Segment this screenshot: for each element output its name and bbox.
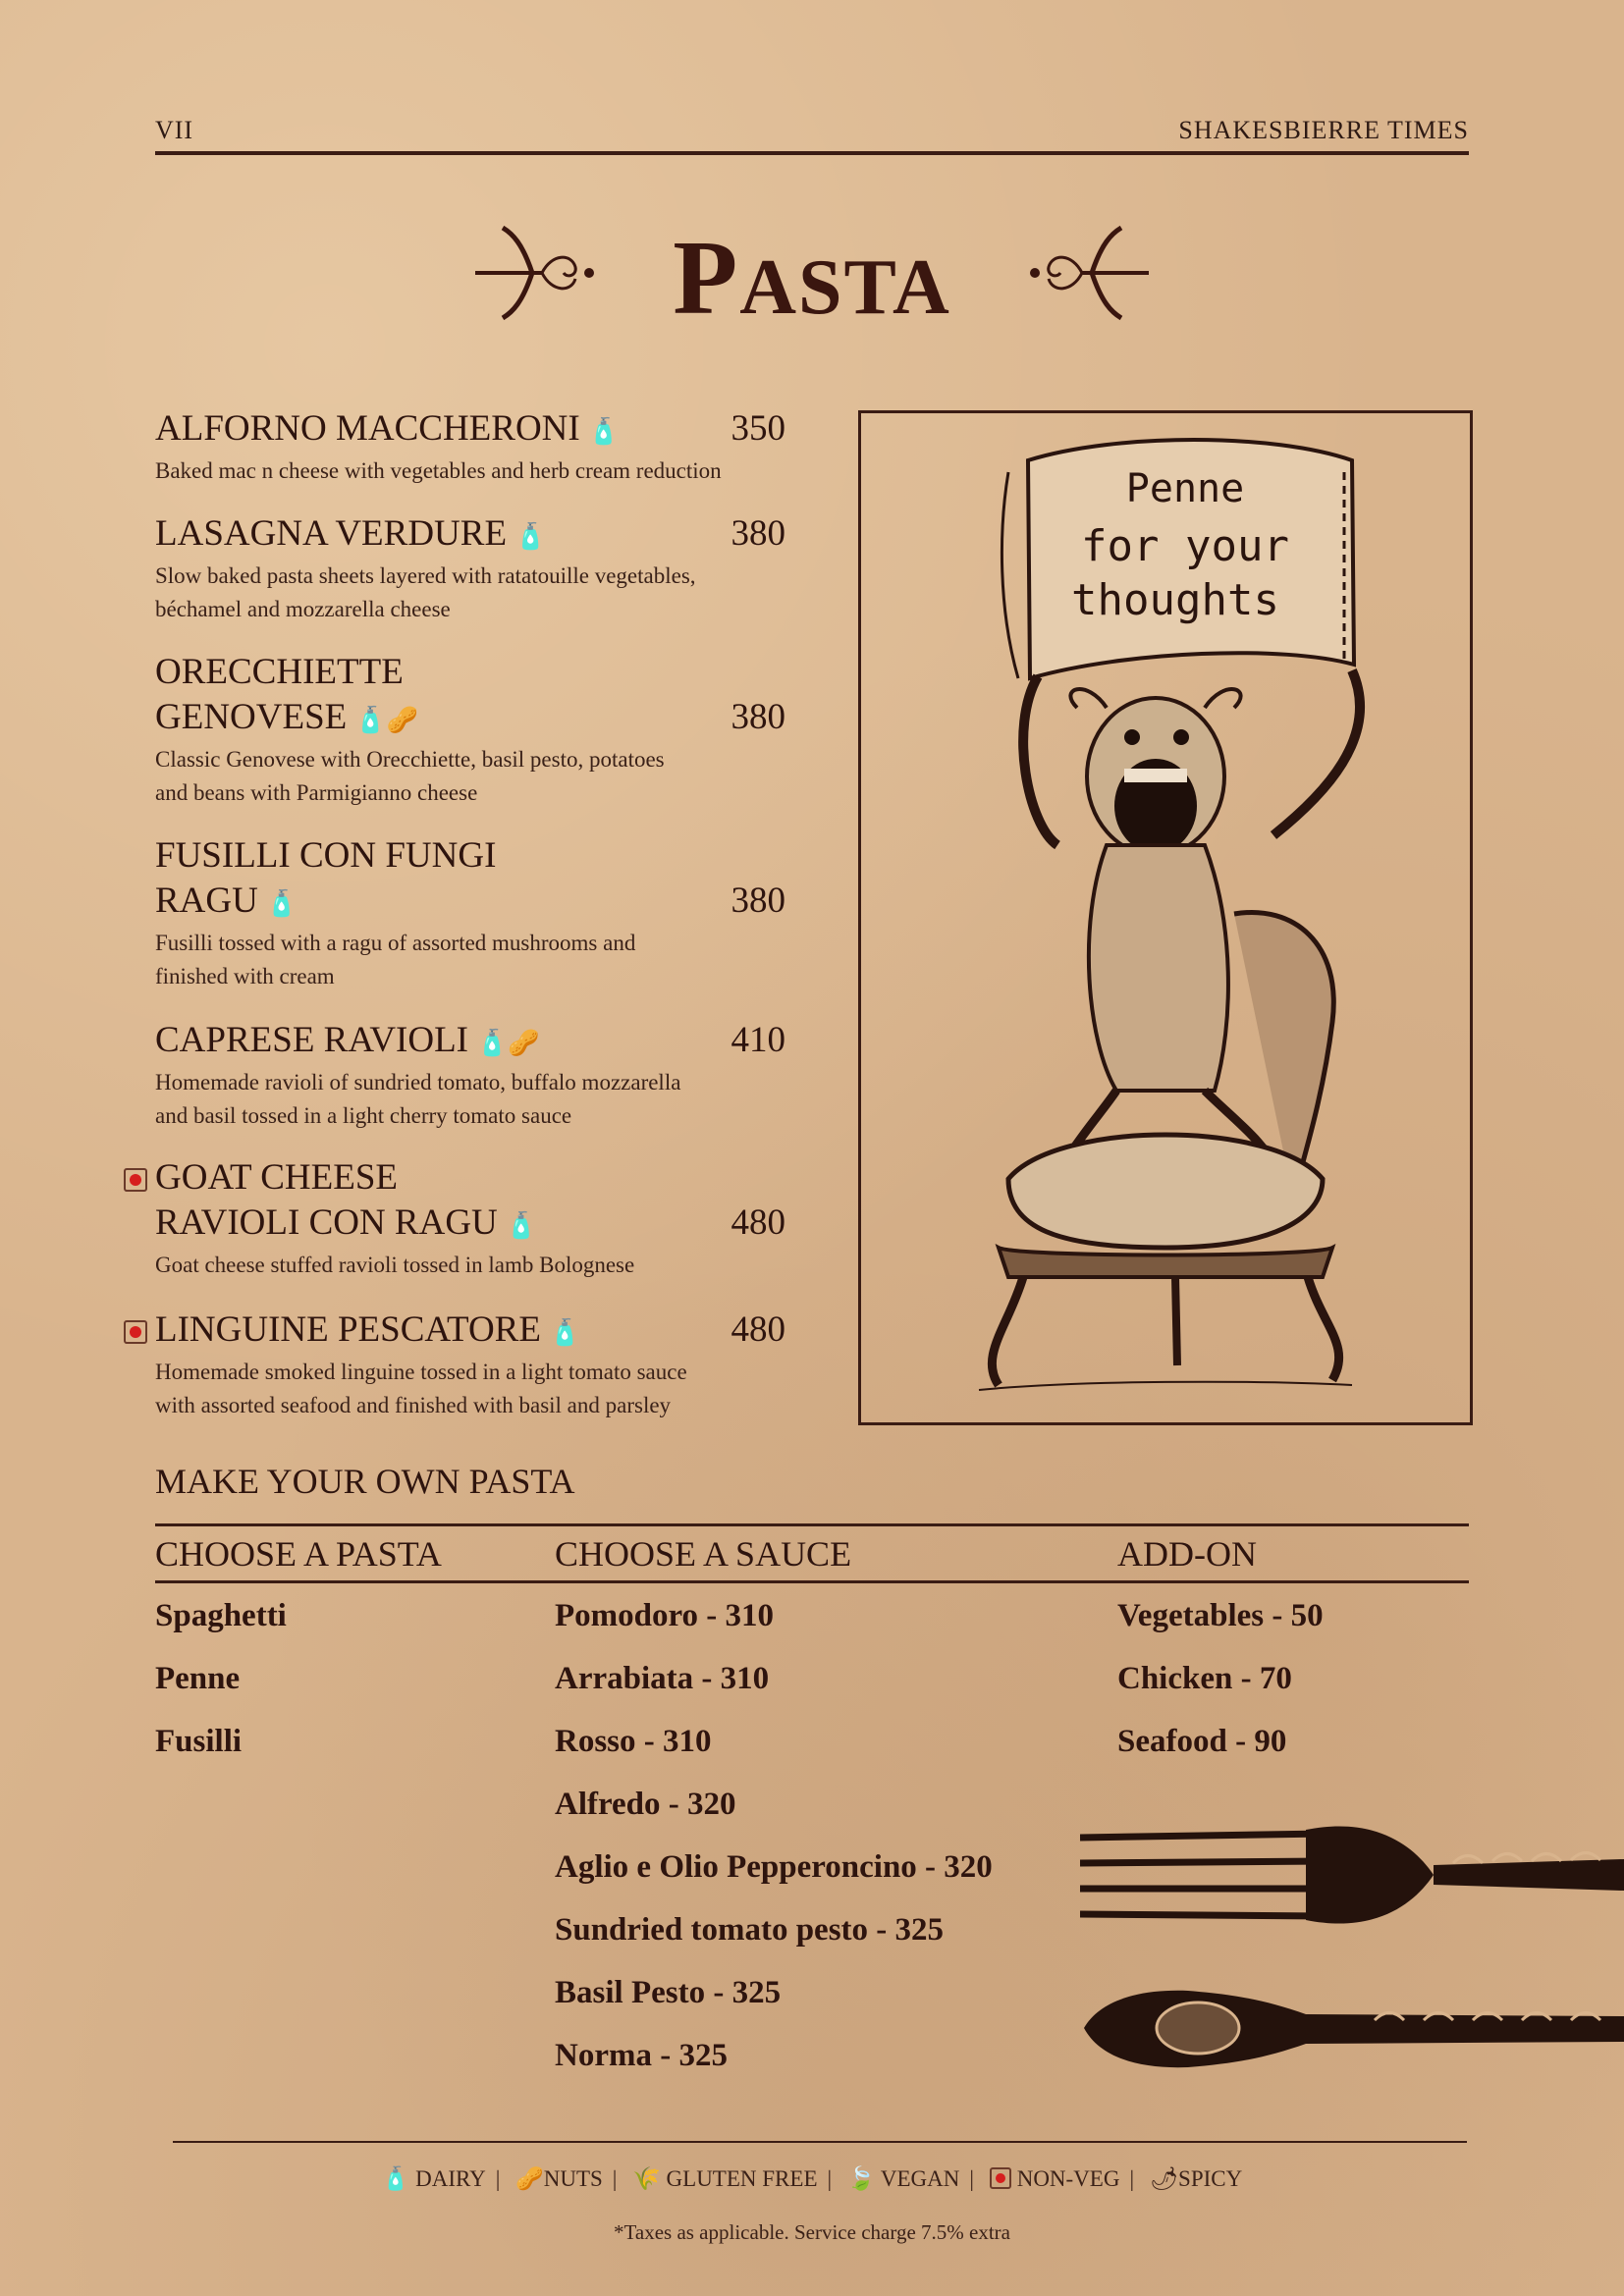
dish-description-line: Homemade smoked linguine tossed in a light tomato sauce [155, 1360, 687, 1384]
section-divider [155, 1523, 1469, 1526]
dish-price: 480 [731, 1309, 785, 1350]
dish-description-line: finished with cream [155, 964, 335, 988]
addon-option: Seafood - 90 [1117, 1724, 1287, 1759]
pasta-option: Spaghetti [155, 1598, 287, 1633]
menu-item [155, 406, 785, 488]
sauce-option: Norma - 325 [555, 2038, 728, 2073]
header-divider [155, 151, 1469, 155]
publication-name: SHAKESBIERRE TIMES [1178, 116, 1469, 144]
dairy-icon: 🧴 [587, 417, 621, 446]
illustration-frame [858, 410, 1473, 1425]
legend-non-veg: NON-VEG [1016, 2166, 1120, 2191]
dish-price: 380 [731, 697, 785, 737]
dish-description-line: and basil tossed in a light cherry tomato sauce [155, 1103, 572, 1128]
non-veg-icon [124, 1320, 147, 1344]
sauce-option: Rosso - 310 [555, 1724, 712, 1759]
sign-text-line: thoughts [1071, 575, 1279, 625]
sauce-option: Basil Pesto - 325 [555, 1975, 782, 2010]
gluten-free-icon: 🌾 [632, 2166, 661, 2191]
dairy-nuts-icons: 🧴🥜 [476, 1029, 540, 1057]
section-divider [155, 1580, 1469, 1583]
dish-name: FUSILLI CON FUNGI [155, 835, 497, 876]
column-header-sauce: CHOOSE A SAUCE [555, 1534, 852, 1574]
dairy-nuts-icons: 🧴🥜 [354, 706, 419, 734]
dish-name: CAPRESE RAVIOLI [155, 1020, 468, 1060]
dish-description-line: Classic Genovese with Orecchiette, basil pesto, potatoes [155, 747, 665, 772]
dish-price: 480 [731, 1202, 785, 1243]
legend-spicy: SPICY [1178, 2166, 1243, 2191]
legend-gluten-free: GLUTEN FREE [666, 2166, 818, 2191]
dish-name: GOAT CHEESE [155, 1157, 399, 1198]
chef-illustration [861, 413, 1470, 1422]
non-veg-icon [990, 2167, 1011, 2189]
menu-item [155, 511, 785, 626]
dish-description-line: Homemade ravioli of sundried tomato, buffalo mozzarella [155, 1070, 681, 1095]
dish-description-line: béchamel and mozzarella cheese [155, 597, 451, 621]
dairy-icon: 🧴 [514, 522, 547, 551]
nuts-icon: 🥜 [515, 2166, 544, 2191]
dish-description-line: and beans with Parmigianno cheese [155, 780, 478, 805]
vegan-icon: 🍃 [846, 2166, 876, 2191]
pasta-option: Penne [155, 1661, 241, 1696]
dish-description-line: Fusilli tossed with a ragu of assorted mushrooms and [155, 931, 636, 955]
non-veg-icon [124, 1168, 147, 1192]
page-number: VII [155, 116, 194, 144]
sign-text-line: Penne [1125, 466, 1245, 511]
dish-price: 350 [731, 408, 785, 449]
spicy-icon: 🌶 [1149, 2166, 1179, 2191]
dish-name: RAGU [155, 881, 258, 921]
dish-description: Goat cheese stuffed ravioli tossed in lamb Bolognese [155, 1253, 635, 1277]
dish-description: Baked mac n cheese with vegetables and herb cream reduction [155, 458, 722, 483]
sauce-option: Aglio e Olio Pepperoncino - 320 [555, 1849, 993, 1885]
column-header-addon: ADD-ON [1117, 1534, 1257, 1574]
sauce-option: Arrabiata - 310 [555, 1661, 770, 1696]
sauce-option: Sundried tomato pesto - 325 [555, 1912, 945, 1948]
legend-vegan: VEGAN [880, 2166, 960, 2191]
dish-description-line: with assorted seafood and finished with basil and parsley [155, 1393, 672, 1417]
dairy-icon: 🧴 [505, 1211, 538, 1240]
menu-item [155, 1308, 785, 1422]
dish-name: GENOVESE [155, 697, 348, 737]
dish-price: 410 [731, 1020, 785, 1060]
dairy-icon: 🧴 [548, 1318, 581, 1347]
fork-icon [1080, 1816, 1624, 1934]
footnote: *Taxes as applicable. Service charge 7.5% extra [614, 2220, 1010, 2244]
menu-item [155, 833, 785, 993]
dish-price: 380 [731, 881, 785, 921]
pasta-option: Fusilli [155, 1724, 243, 1759]
footer-divider [173, 2141, 1467, 2143]
menu-item [155, 1018, 785, 1133]
dish-name: ORECCHIETTE [155, 652, 404, 692]
legend-nuts: NUTS [543, 2166, 603, 2191]
dairy-icon: 🧴 [381, 2166, 410, 2191]
flourish-right-icon [1029, 224, 1151, 322]
column-header-pasta: CHOOSE A PASTA [155, 1534, 442, 1574]
dish-name: LINGUINE PESCATORE [155, 1309, 541, 1350]
addon-option: Chicken - 70 [1117, 1661, 1292, 1696]
legend-dairy: DAIRY [415, 2166, 486, 2191]
section-title: MAKE YOUR OWN PASTA [155, 1462, 575, 1501]
dairy-icon: 🧴 [265, 889, 298, 918]
page-title: PASTA [673, 220, 951, 337]
sauce-option: Pomodoro - 310 [555, 1598, 775, 1633]
dietary-legend: 🧴 DAIRY | 🥜NUTS | 🌾 GLUTEN FREE | 🍃 VEGAN | NON-VEG | 🌶SPICY [381, 2166, 1243, 2191]
dish-name: ALFORNO MACCHERONI [155, 408, 580, 449]
menu-item [155, 1155, 785, 1282]
dish-price: 380 [731, 513, 785, 554]
sign-text-line: for your [1081, 521, 1289, 571]
dish-name: RAVIOLI CON RAGU [155, 1202, 498, 1243]
sauce-option: Alfredo - 320 [555, 1787, 736, 1822]
addon-option: Vegetables - 50 [1117, 1598, 1324, 1633]
dish-name: LASAGNA VERDURE [155, 513, 508, 554]
dish-description-line: Slow baked pasta sheets layered with ratatouille vegetables, [155, 563, 696, 588]
spoon-handle-icon [1080, 1981, 1624, 2075]
menu-item [155, 650, 785, 810]
